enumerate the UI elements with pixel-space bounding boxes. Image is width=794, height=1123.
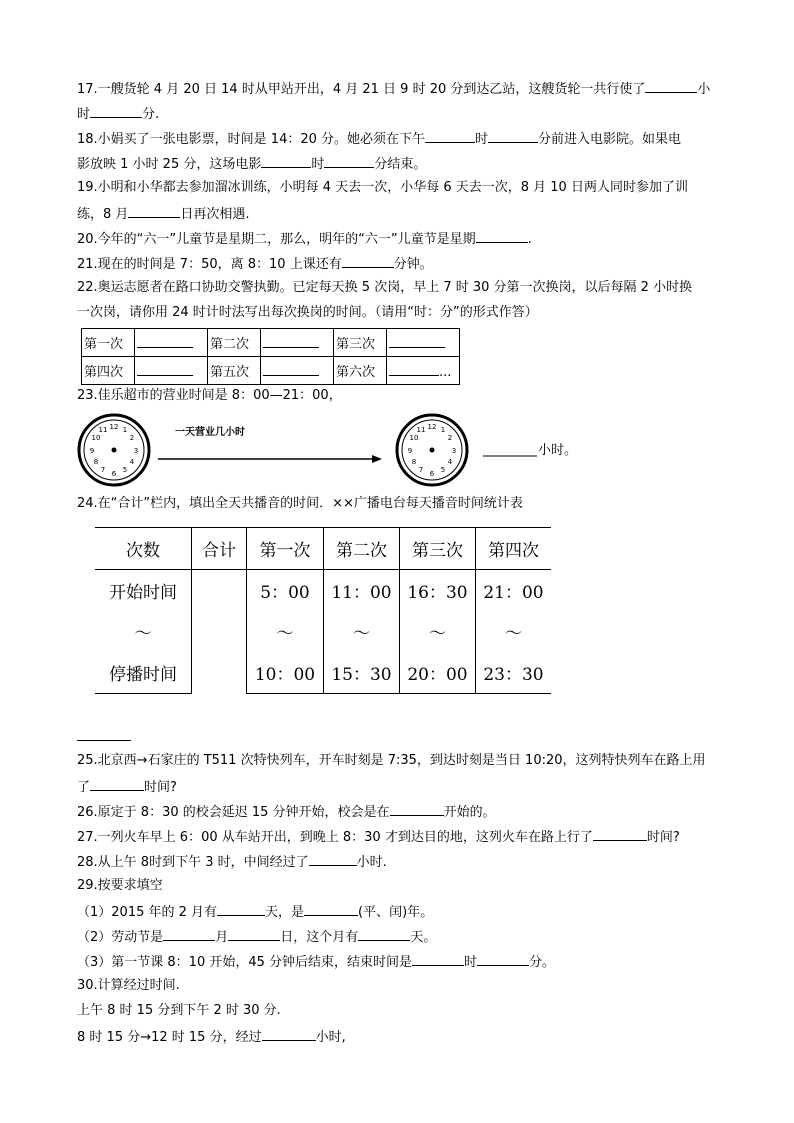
shift-answer[interactable] — [135, 329, 208, 357]
table-row — [82, 357, 460, 385]
svg-text:6: 6 — [111, 470, 117, 478]
svg-text:4: 4 — [129, 458, 135, 466]
answer-blank[interactable] — [217, 902, 265, 916]
shift-label: 第一次 — [82, 329, 135, 357]
q21: 21.现在的时间是 7：50，离 8：10 上课还有 分钟。 — [77, 254, 433, 274]
svg-text:1: 1 — [440, 426, 446, 434]
end-time: 15：30 — [324, 652, 400, 694]
svg-text:3: 3 — [451, 447, 457, 455]
tilde: ～ — [247, 611, 324, 652]
answer-blank[interactable] — [163, 927, 215, 941]
answer-blank[interactable] — [228, 927, 280, 941]
answer-blank[interactable] — [412, 952, 464, 966]
svg-text:9: 9 — [407, 447, 413, 455]
svg-text:9: 9 — [89, 447, 95, 455]
shift-label: 第四次 — [82, 357, 135, 385]
svg-text:10: 10 — [91, 434, 101, 442]
answer-blank[interactable] — [425, 129, 475, 143]
q29-title: 29.按要求填空 — [77, 878, 163, 893]
table-row — [82, 329, 460, 357]
answer-blank[interactable] — [90, 777, 144, 791]
svg-text:2: 2 — [447, 434, 453, 442]
svg-text:12: 12 — [427, 423, 437, 431]
answer-blank[interactable] — [593, 827, 647, 841]
svg-text:7: 7 — [418, 466, 424, 474]
arrow-head-icon — [372, 455, 382, 463]
svg-text:1: 1 — [122, 426, 128, 434]
q25-line1: 25.北京西→石家庄的 T511 次特快列车，开车时刻是 7:35，到达时刻是当日 10:20，这列特快列车在路上用 — [77, 753, 706, 768]
answer-blank[interactable] — [128, 204, 180, 218]
q19-line1: 19.小明和小华都去参加溜冰训练，小明每 4 天去一次，小华每 6 天去一次，8 月 10 日两人同时参加了训 — [77, 180, 688, 195]
start-time: 21：00 — [476, 570, 552, 612]
answer-blank[interactable] — [77, 740, 131, 741]
row-label: ～ — [134, 624, 152, 644]
q20: 20.今年的“六一”儿童节是星期二，那么，明年的“六一”儿童节是星期 . — [77, 229, 532, 249]
q28: 28.从上午 8时到下午 3 时，中间经过了 小时. — [77, 852, 387, 872]
shift-label: 第六次 — [334, 357, 387, 385]
shift-answer[interactable] — [261, 329, 334, 357]
row-label: 开始时间 — [109, 583, 177, 603]
answer-blank[interactable] — [645, 79, 697, 93]
shift-answer[interactable] — [387, 357, 460, 385]
svg-text:2: 2 — [129, 434, 135, 442]
answer-blank[interactable] — [476, 229, 528, 243]
q30-line1: 上午 8 时 15 分到下午 2 时 30 分. — [77, 1003, 281, 1018]
answer-blank[interactable] — [261, 154, 311, 168]
svg-text:8: 8 — [93, 458, 99, 466]
broadcast-table — [95, 527, 551, 694]
q27: 27.一列火车早上 6：00 从车站开出，到晚上 8：30 才到达目的地，这列火车在路上行了 时间? — [77, 827, 680, 847]
answer-blank[interactable] — [390, 802, 444, 816]
header-cell: 次数 — [95, 528, 192, 570]
q18-line1: 18.小娟买了一张电影票，时间是 14：20 分。她必须在下午 时 分前进入电影院。如果电 — [77, 129, 681, 149]
header-cell: 第四次 — [476, 528, 552, 570]
q24: 24.在“合计”栏内，填出全天共播音的时间．××广播电台每天播音时间统计表 — [77, 496, 523, 511]
q23: 23.佳乐超市的营业时间是 8：00—21：00， — [77, 388, 342, 403]
answer-blank[interactable] — [262, 1027, 316, 1041]
answer-blank[interactable] — [90, 104, 142, 118]
tilde: ～ — [324, 611, 400, 652]
q18-line2: 影放映 1 小时 25 分，这场电影 时 分结束。 — [77, 154, 426, 174]
q30-title: 30.计算经过时间. — [77, 978, 180, 993]
arrow-label: 一天营业几小时 — [175, 427, 245, 438]
tilde: ～ — [476, 611, 552, 652]
end-time: 23：30 — [476, 652, 552, 694]
shift-answer[interactable] — [261, 357, 334, 385]
q25-line2: 了 时间? — [77, 777, 177, 797]
start-time: 11：00 — [324, 570, 400, 612]
svg-text:4: 4 — [447, 458, 453, 466]
svg-text:3: 3 — [133, 447, 139, 455]
total-cell[interactable] — [192, 570, 247, 694]
shift-label: 第二次 — [208, 329, 261, 357]
header-cell: 第一次 — [247, 528, 324, 570]
shift-answer[interactable] — [135, 357, 208, 385]
q29-part1: （1）2015 年的 2 月有 天，是 (平、闰)年。 — [77, 902, 433, 922]
q29-part2: （2）劳动节是 月 日，这个月有 天。 — [77, 927, 436, 947]
header-cell: 第三次 — [400, 528, 476, 570]
q30-line2: 8 时 15 分→12 时 15 分，经过 小时, — [77, 1027, 346, 1047]
svg-text:12: 12 — [109, 423, 119, 431]
answer-blank[interactable] — [488, 129, 538, 143]
q22-line2: 一次岗，请你用 24 时计时法写出每次换岗的时间。（请用“时：分”的形式作答） — [77, 305, 538, 320]
answer-blank[interactable] — [342, 254, 394, 268]
header-cell: 第二次 — [324, 528, 400, 570]
table-row — [95, 611, 551, 652]
ellipsis: ... — [439, 364, 452, 380]
table-row — [95, 570, 551, 612]
table-row — [95, 652, 551, 694]
svg-text:5: 5 — [122, 466, 128, 474]
svg-text:11: 11 — [416, 426, 426, 434]
q29-part3: （3）第一节课 8：10 开始，45 分钟后结束，结束时间是 时 分。 — [77, 952, 555, 972]
right-clock-icon — [397, 415, 467, 485]
end-time: 10：00 — [247, 652, 324, 694]
svg-text:7: 7 — [100, 466, 106, 474]
shift-label: 第五次 — [208, 357, 261, 385]
answer-blank[interactable] — [358, 927, 410, 941]
q22-line1: 22.奥运志愿者在路口协助交警执勤。已定每天换 5 次岗，早上 7 时 30 分第一次换岗，以后每隔 2 小时换 — [77, 280, 693, 295]
start-time: 5：00 — [247, 570, 324, 612]
svg-text:5: 5 — [440, 466, 446, 474]
row-label: 停播时间 — [95, 652, 192, 694]
shift-answer[interactable] — [387, 329, 460, 357]
header-cell: 合计 — [192, 528, 247, 570]
q17-line1: 17.一艘货轮 4 月 20 日 14 时从甲站开出，4 月 21 日 9 时 20 分到达乙站，这艘货轮一共行使了 小 — [77, 79, 710, 99]
shift-label: 第三次 — [334, 329, 387, 357]
answer-blank[interactable] — [304, 902, 358, 916]
answer-blank[interactable] — [324, 154, 374, 168]
q26: 26.原定于 8：30 的校会延迟 15 分钟开始，校会是在 开始的。 — [77, 802, 496, 822]
start-time: 16：30 — [400, 570, 476, 612]
answer-blank[interactable] — [309, 852, 357, 866]
svg-text:8: 8 — [411, 458, 417, 466]
q17-line2: 时 分. — [77, 104, 159, 124]
q19-line2: 练，8 月 日再次相遇. — [77, 204, 250, 224]
answer-blank[interactable] — [477, 952, 529, 966]
unit-label: 小时。 — [538, 443, 578, 458]
svg-text:11: 11 — [98, 426, 108, 434]
svg-text:10: 10 — [409, 434, 419, 442]
left-clock-icon — [79, 415, 149, 485]
table-row — [95, 528, 551, 570]
shift-table — [81, 328, 460, 385]
svg-text:6: 6 — [429, 470, 435, 478]
end-time: 20：00 — [400, 652, 476, 694]
tilde: ～ — [400, 611, 476, 652]
clock-diagram — [0, 413, 794, 493]
